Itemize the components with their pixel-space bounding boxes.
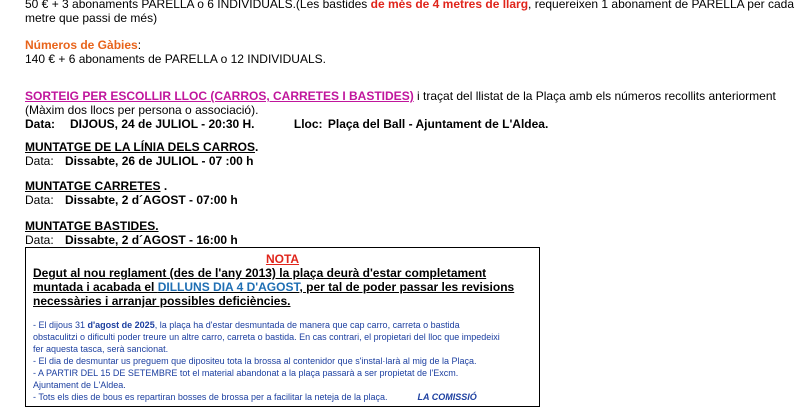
nota-item-3-cont: Ajuntament de L'Aldea. — [33, 380, 126, 390]
gabies-heading — [25, 38, 141, 52]
nota-line-3: necessàries i arranjar possibles deficiències. — [33, 294, 291, 308]
nota-item-1-date: d'agost de 2025 — [87, 320, 155, 330]
sorteig-title: SORTEIG PER ESCOLLIR LLOC (CARROS, CARRETES I BASTIDES) — [25, 89, 414, 103]
bastides-price-text: 50 € + 3 abonaments PARELLA o 6 INDIVIDUALS.(Les bastides — [25, 0, 371, 11]
sorteig-place: Plaça del Ball - Ajuntament de L'Aldea. — [327, 117, 549, 131]
muntatge-bastides-date-row — [25, 233, 238, 247]
nota-item-1-end: , la plaça ha d'estar desmuntada de manera que cap carro, carreta o bastida — [154, 320, 460, 330]
bastides-length-highlight: de més de 4 metres de llarg — [370, 0, 529, 11]
nota-line-2 — [33, 280, 533, 294]
sorteig-place-label: Lloc: — [293, 117, 323, 131]
bastides-price-text-2: , requereixen 1 abonament de PARELLA per cada — [528, 0, 795, 11]
nota-item-3: - A PARTIR DEL 15 DE SETEMBRE tot el material abandonat a la plaça passarà a ser propietat de l'Excm. — [33, 368, 459, 378]
bastides-price-line — [25, 0, 794, 11]
gabies-title: Números de Gàbies — [25, 38, 138, 52]
muntatge-bastides-date-label: Data: — [25, 233, 54, 247]
muntatge-carros-title — [25, 140, 258, 154]
nota-deadline-date: DILLUNS DIA 4 D'AGOST — [157, 280, 300, 294]
muntatge-bastides-title-text: MUNTATGE BASTIDES. — [25, 219, 159, 233]
signature-la-comissio: LA COMISSIÓ — [417, 392, 477, 402]
sorteig-note: (Màxim dos llocs per persona o associació). — [25, 103, 259, 117]
muntatge-carros-date: Dissabte, 26 de JULIOL - 07 :00 h — [65, 154, 254, 168]
muntatge-bastides-date: Dissabte, 2 d´AGOST - 16:00 h — [65, 233, 238, 247]
nota-line-1: Degut al nou reglament (des de l'any 2013) la plaça deurà d'estar completament — [33, 266, 487, 280]
gabies-price: 140 € + 6 abonaments de PARELLA o 12 INDIVIDUALS. — [25, 52, 326, 66]
nota-item-1 — [33, 320, 538, 331]
muntatge-carros-title-text: MUNTATGE DE LA LÍNIA DELS CARROS — [25, 140, 255, 154]
muntatge-carretes-title — [25, 179, 167, 193]
muntatge-bastides-title — [25, 219, 159, 233]
nota-item-4 — [33, 392, 538, 403]
muntatge-carretes-title-text: MUNTATGE CARRETES — [25, 179, 161, 193]
muntatge-carretes-date-row — [25, 193, 238, 207]
nota-item-2: - El dia de desmuntar us preguem que dipositeu tota la brossa al contenidor que s'instal·larà al mig de la Plaça. — [33, 356, 477, 366]
sorteig-heading — [25, 89, 776, 103]
sorteig-date-row — [25, 117, 548, 131]
gabies-colon: : — [137, 38, 142, 52]
nota-title: NOTA — [265, 252, 300, 266]
sorteig-date: DIJOUS, 24 de JULIOL - 20:30 H. — [70, 117, 255, 131]
nota-item-1-start: - El dijous 31 — [33, 320, 88, 330]
muntatge-carretes-date: Dissabte, 2 d´AGOST - 07:00 h — [65, 193, 238, 207]
muntatge-carros-date-row — [25, 154, 254, 168]
nota-item-1-cont-2: fer aquesta tasca, serà sancionat. — [33, 344, 169, 354]
muntatge-carros-date-label: Data: — [25, 154, 54, 168]
nota-item-1-cont: obstaculitzi o dificulti poder treure un altre carro, carreta o bastida. En cas contrari, el propietari del lloc que impedeixi — [33, 332, 500, 342]
bastides-price-line-2: metre que passi de més) — [25, 11, 158, 25]
nota-box — [25, 247, 540, 407]
sorteig-description: i traçat del llistat de la Plaça amb els números recollits anteriorment — [413, 89, 776, 103]
nota-line-2-end: , per tal de poder passar les revisions — [299, 280, 515, 294]
nota-line-2-start: muntada i acabada el — [33, 280, 158, 294]
nota-item-4-text: - Tots els dies de bous es repartiran bosses de brossa per a facilitar la neteja de la plaça. — [33, 392, 388, 402]
muntatge-carros-title-suffix: . — [255, 140, 259, 154]
muntatge-carretes-title-suffix: . — [160, 179, 168, 193]
muntatge-carretes-date-label: Data: — [25, 193, 54, 207]
sorteig-date-label: Data: — [25, 117, 56, 131]
